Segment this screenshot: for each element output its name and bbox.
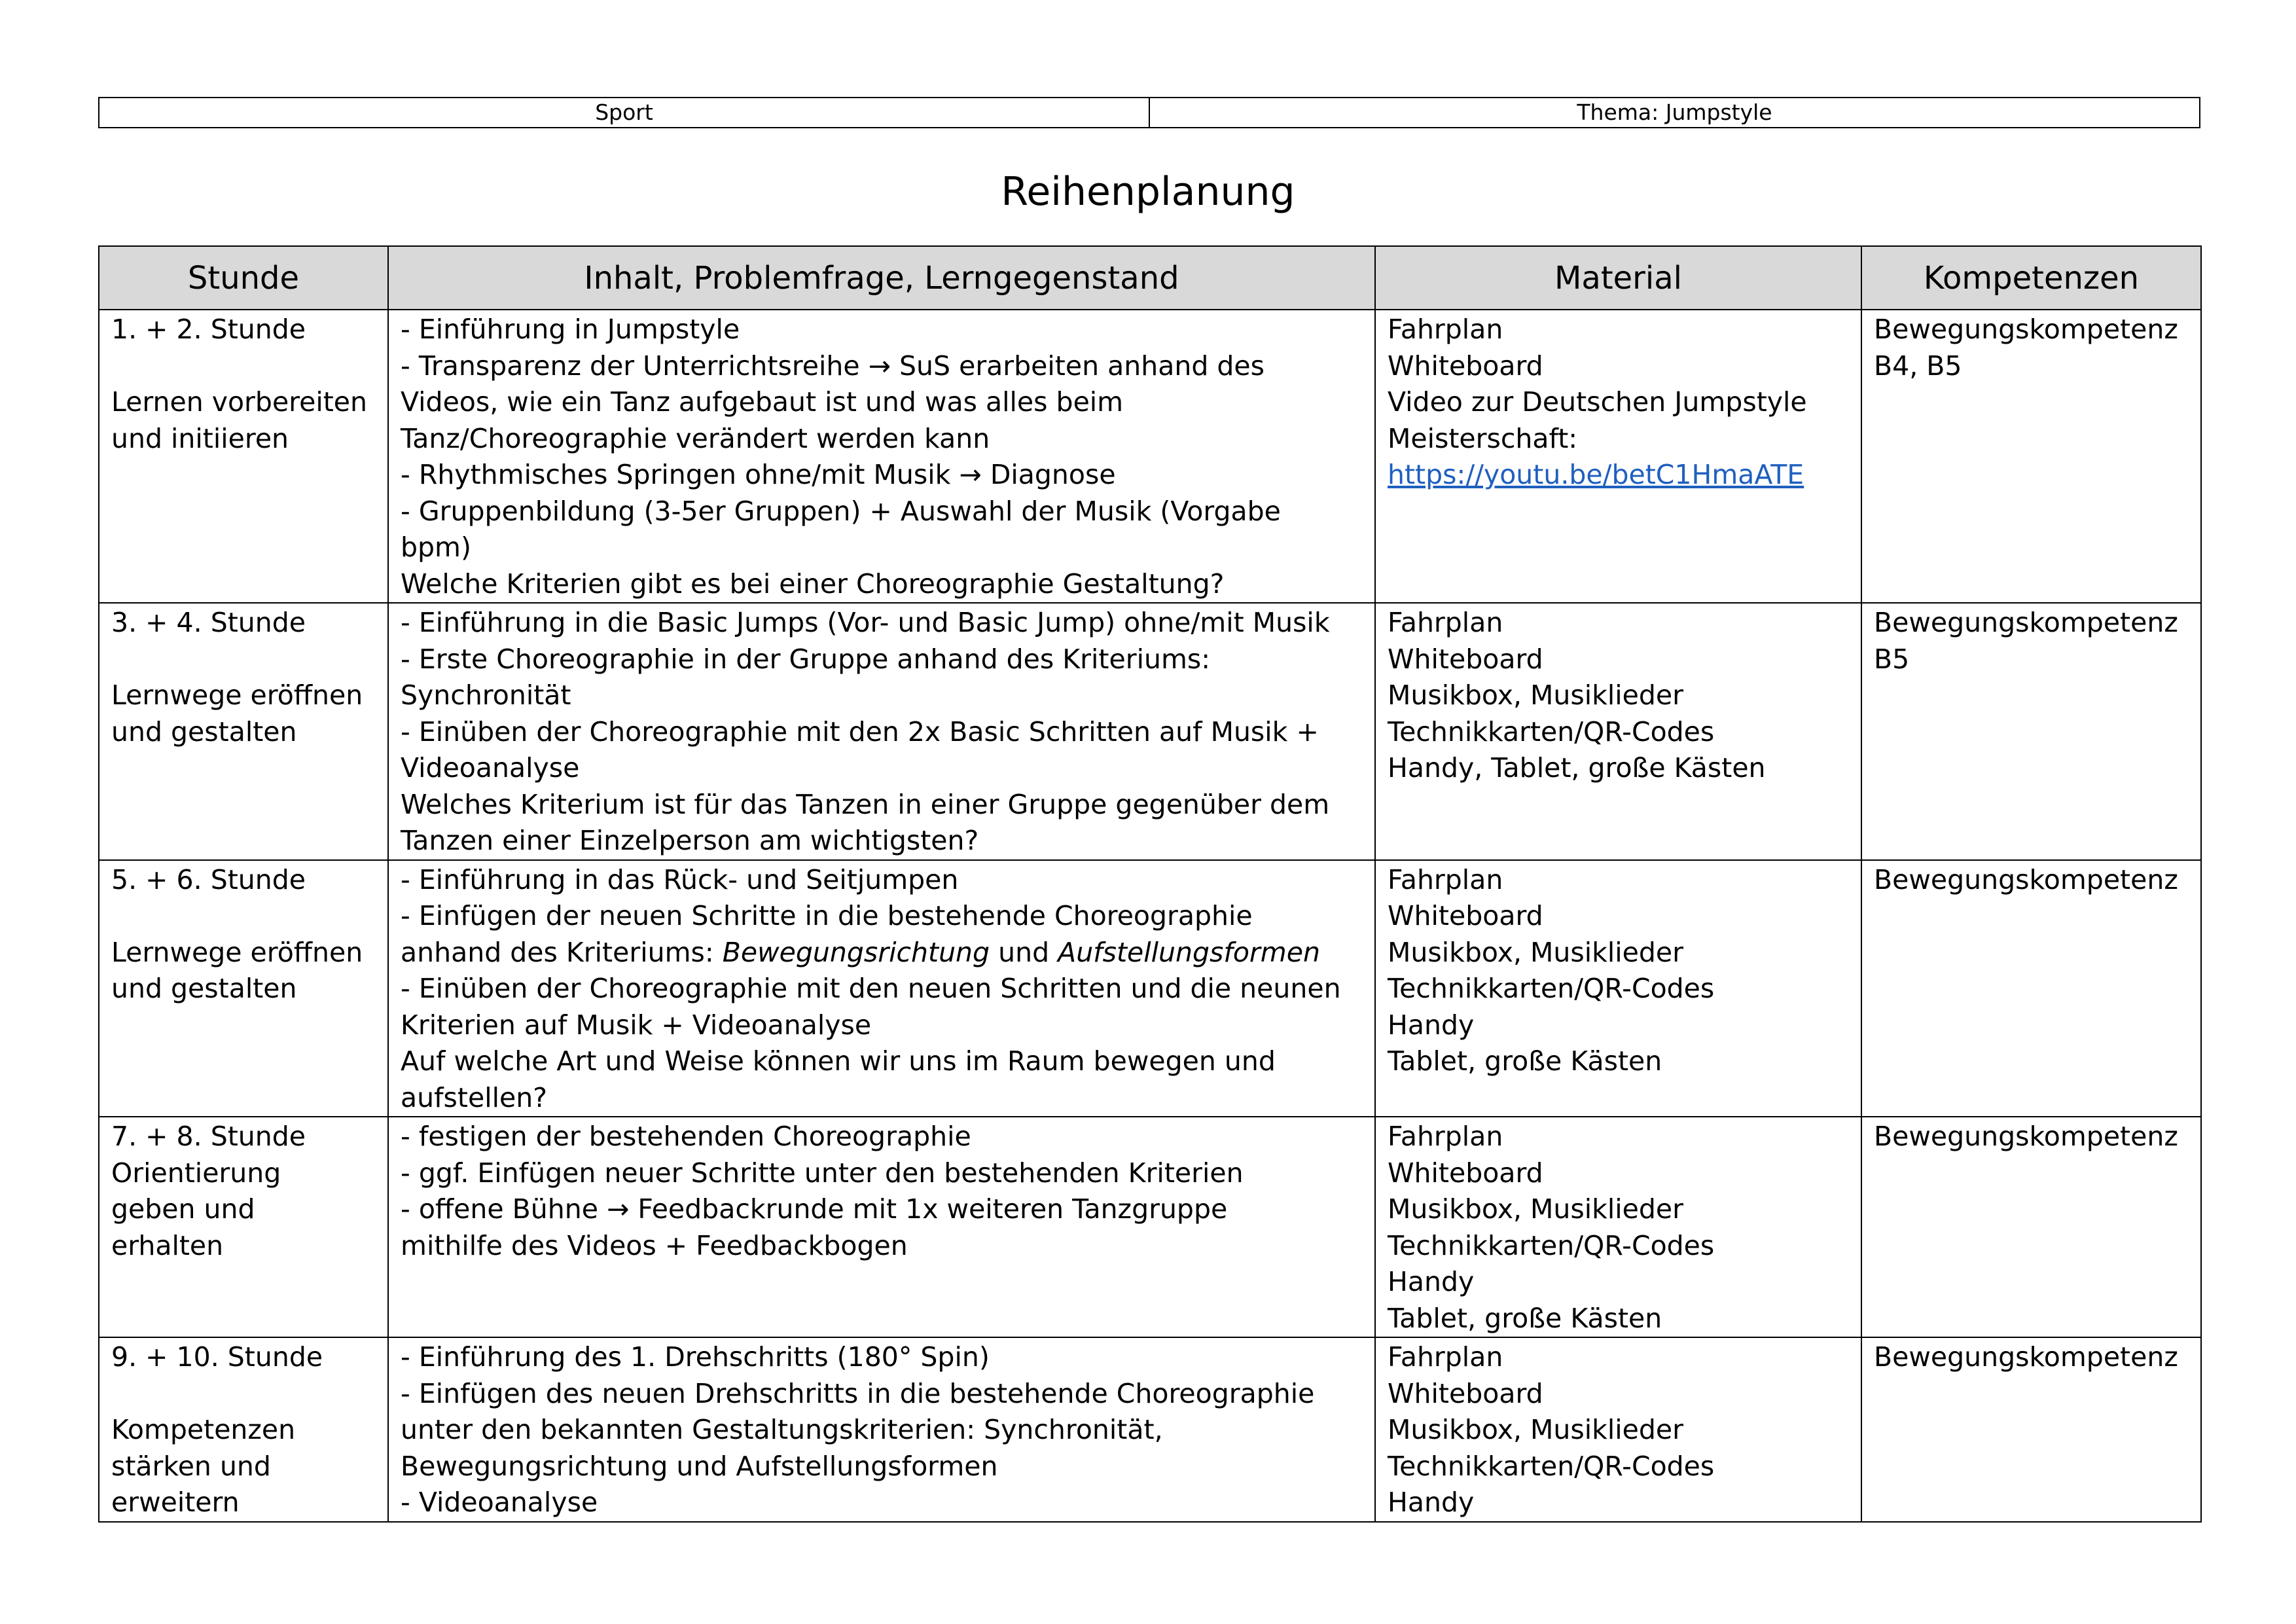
material-line: Fahrplan xyxy=(1388,1341,1503,1373)
material-line: Fahrplan xyxy=(1388,863,1503,895)
inhalt-line: - ggf. Einfügen neuer Schritte unter den bestehenden Kriterien xyxy=(401,1157,1244,1189)
material-line: Handy xyxy=(1388,1009,1475,1041)
cell-material xyxy=(1375,1337,1861,1522)
material-line: Meisterschaft: xyxy=(1388,422,1578,454)
inhalt-line: - Einführung in Jumpstyle xyxy=(401,314,740,345)
inhalt-criterion: Aufstellungsformen xyxy=(1058,936,1320,968)
inhalt-line-criteria xyxy=(401,935,1363,971)
phase-line: Lernwege eröffnen xyxy=(111,936,363,968)
material-line: Technikkarten/QR-Codes xyxy=(1388,715,1715,748)
planning-table xyxy=(98,245,2202,1523)
inhalt-line: mithilfe des Videos + Feedbackbogen xyxy=(401,1229,908,1261)
cell-kompetenzen xyxy=(1861,310,2201,603)
material-line: Handy, Tablet, große Kästen xyxy=(1388,752,1766,784)
column-header-material: Material xyxy=(1375,246,1861,310)
cell-kompetenzen xyxy=(1861,860,2201,1117)
table-row xyxy=(99,310,2201,603)
cell-material xyxy=(1375,310,1861,603)
inhalt-line: - Einfügen des neuen Drehschritts in die bestehende Choreographie xyxy=(401,1377,1315,1409)
stunde-label: 7. + 8. Stunde xyxy=(111,1121,306,1152)
stunde-label: 9. + 10. Stunde xyxy=(111,1341,323,1373)
material-line: Technikkarten/QR-Codes xyxy=(1388,973,1715,1004)
kompetenz-line: B5 xyxy=(1874,643,1910,675)
material-line: Musikbox, Musiklieder xyxy=(1388,1193,1684,1225)
inhalt-line: Auf welche Art und Weise können wir uns im Raum bewegen und xyxy=(401,1045,1276,1077)
material-line: Musikbox, Musiklieder xyxy=(1388,936,1684,968)
inhalt-line: - Gruppenbildung (3-5er Gruppen) + Auswahl der Musik (Vorgabe xyxy=(401,495,1281,527)
stunde-label: 1. + 2. Stunde xyxy=(111,314,306,345)
material-line: Technikkarten/QR-Codes xyxy=(1388,1450,1715,1482)
cell-stunde xyxy=(99,1337,388,1522)
inhalt-line: Videos, wie ein Tanz aufgebaut ist und was alles beim xyxy=(401,386,1124,418)
header-subject: Sport xyxy=(99,98,1149,128)
inhalt-line: - offene Bühne → Feedbackrunde mit 1x weiteren Tanzgruppe xyxy=(401,1193,1228,1225)
video-link[interactable]: https://youtu.be/betC1HmaATE xyxy=(1388,459,1804,490)
cell-kompetenzen xyxy=(1861,1337,2201,1522)
column-header-inhalt: Inhalt, Problemfrage, Lerngegenstand xyxy=(388,246,1375,310)
inhalt-line: - Transparenz der Unterrichtsreihe → SuS erarbeiten anhand des xyxy=(401,350,1265,382)
cell-kompetenzen xyxy=(1861,1117,2201,1337)
inhalt-line: unter den bekannten Gestaltungskriterien: Synchronität, xyxy=(401,1414,1163,1445)
cell-stunde xyxy=(99,603,388,860)
phase-line: Lernwege eröffnen xyxy=(111,679,363,711)
phase-line: und gestalten xyxy=(111,973,297,1004)
table-header-row xyxy=(99,246,2201,310)
inhalt-line: Kriterien auf Musik + Videoanalyse xyxy=(401,1009,872,1041)
inhalt-line: Tanz/Choreographie verändert werden kann xyxy=(401,422,990,454)
inhalt-line: - Einführung in die Basic Jumps (Vor- und Basic Jump) ohne/mit Musik xyxy=(401,607,1330,638)
document-header xyxy=(98,97,2200,128)
inhalt-text: anhand des Kriteriums: xyxy=(401,936,723,968)
inhalt-line: - Einüben der Choreographie mit den 2x Basic Schritten auf Musik + xyxy=(401,715,1319,748)
material-line: Musikbox, Musiklieder xyxy=(1388,1414,1684,1445)
cell-stunde xyxy=(99,860,388,1117)
cell-kompetenzen xyxy=(1861,603,2201,860)
kompetenz-line: Bewegungskompetenz xyxy=(1874,863,2178,895)
table-row xyxy=(99,603,2201,860)
material-line: Whiteboard xyxy=(1388,643,1543,675)
inhalt-line: - Einführung in das Rück- und Seitjumpen xyxy=(401,863,959,895)
kompetenz-line: Bewegungskompetenz xyxy=(1874,314,2178,345)
inhalt-line: - festigen der bestehenden Choreographie xyxy=(401,1121,971,1152)
cell-stunde xyxy=(99,310,388,603)
inhalt-line: - Rhythmisches Springen ohne/mit Musik → Diagnose xyxy=(401,459,1116,490)
cell-inhalt xyxy=(388,860,1375,1117)
inhalt-text: und xyxy=(990,936,1058,968)
table-row xyxy=(99,1117,2201,1337)
cell-material xyxy=(1375,603,1861,860)
material-line: Fahrplan xyxy=(1388,607,1503,638)
material-line: Whiteboard xyxy=(1388,1157,1543,1189)
cell-material xyxy=(1375,1117,1861,1337)
inhalt-line: - Einführung des 1. Drehschritts (180° Spin) xyxy=(401,1341,990,1373)
phase-line: Lernen vorbereiten xyxy=(111,386,368,418)
cell-inhalt xyxy=(388,310,1375,603)
phase-line: stärken und xyxy=(111,1450,271,1482)
inhalt-criterion: Bewegungsrichtung xyxy=(722,936,990,968)
inhalt-line: Tanzen einer Einzelperson am wichtigsten? xyxy=(401,825,979,856)
phase-line: und initiieren xyxy=(111,422,289,454)
material-line: Tablet, große Kästen xyxy=(1388,1045,1662,1077)
column-header-stunde: Stunde xyxy=(99,246,388,310)
cell-inhalt xyxy=(388,603,1375,860)
material-line: Video zur Deutschen Jumpstyle xyxy=(1388,386,1807,418)
inhalt-line: Welche Kriterien gibt es bei einer Choreographie Gestaltung? xyxy=(401,568,1225,600)
material-line: Technikkarten/QR-Codes xyxy=(1388,1229,1715,1261)
phase-line: Orientierung xyxy=(111,1157,281,1189)
kompetenz-line: Bewegungskompetenz xyxy=(1874,1121,2178,1152)
inhalt-line: - Videoanalyse xyxy=(401,1487,598,1518)
phase-line: erhalten xyxy=(111,1229,224,1261)
table-row xyxy=(99,860,2201,1117)
inhalt-line: aufstellen? xyxy=(401,1081,547,1113)
table-row xyxy=(99,1337,2201,1522)
kompetenz-line: B4, B5 xyxy=(1874,350,1962,382)
inhalt-line: Welches Kriterium ist für das Tanzen in einer Gruppe gegenüber dem xyxy=(401,788,1330,820)
material-line: Fahrplan xyxy=(1388,314,1503,345)
inhalt-line: Bewegungsrichtung und Aufstellungsformen xyxy=(401,1450,998,1482)
material-line: Handy xyxy=(1388,1266,1475,1297)
cell-inhalt xyxy=(388,1337,1375,1522)
kompetenz-line: Bewegungskompetenz xyxy=(1874,1341,2178,1373)
stunde-label: 3. + 4. Stunde xyxy=(111,607,306,638)
phase-line: erweitern xyxy=(111,1487,240,1518)
material-line: Handy xyxy=(1388,1487,1475,1518)
phase-line: Kompetenzen xyxy=(111,1414,296,1445)
material-line: Whiteboard xyxy=(1388,350,1543,382)
cell-inhalt xyxy=(388,1117,1375,1337)
inhalt-line: - Einfügen der neuen Schritte in die bestehende Choreographie xyxy=(401,900,1253,931)
phase-line: und gestalten xyxy=(111,715,297,748)
inhalt-line: - Erste Choreographie in der Gruppe anhand des Kriteriums: xyxy=(401,643,1211,675)
material-line: Fahrplan xyxy=(1388,1121,1503,1152)
material-line: Whiteboard xyxy=(1388,1377,1543,1409)
page-title: Reihenplanung xyxy=(1001,169,1295,215)
column-header-kompetenzen: Kompetenzen xyxy=(1861,246,2201,310)
inhalt-line: Videoanalyse xyxy=(401,752,580,784)
inhalt-line: - Einüben der Choreographie mit den neuen Schritten und die neunen xyxy=(401,973,1341,1004)
cell-stunde xyxy=(99,1117,388,1337)
material-line: Tablet, große Kästen xyxy=(1388,1302,1662,1334)
material-line: Whiteboard xyxy=(1388,900,1543,931)
header-topic: Thema: Jumpstyle xyxy=(1149,98,2200,128)
kompetenz-line: Bewegungskompetenz xyxy=(1874,607,2178,638)
phase-line: geben und xyxy=(111,1193,255,1225)
cell-material xyxy=(1375,860,1861,1117)
inhalt-line: bpm) xyxy=(401,532,471,563)
stunde-label: 5. + 6. Stunde xyxy=(111,863,306,895)
material-line: Musikbox, Musiklieder xyxy=(1388,679,1684,711)
inhalt-criterion: Synchronität xyxy=(401,679,571,711)
